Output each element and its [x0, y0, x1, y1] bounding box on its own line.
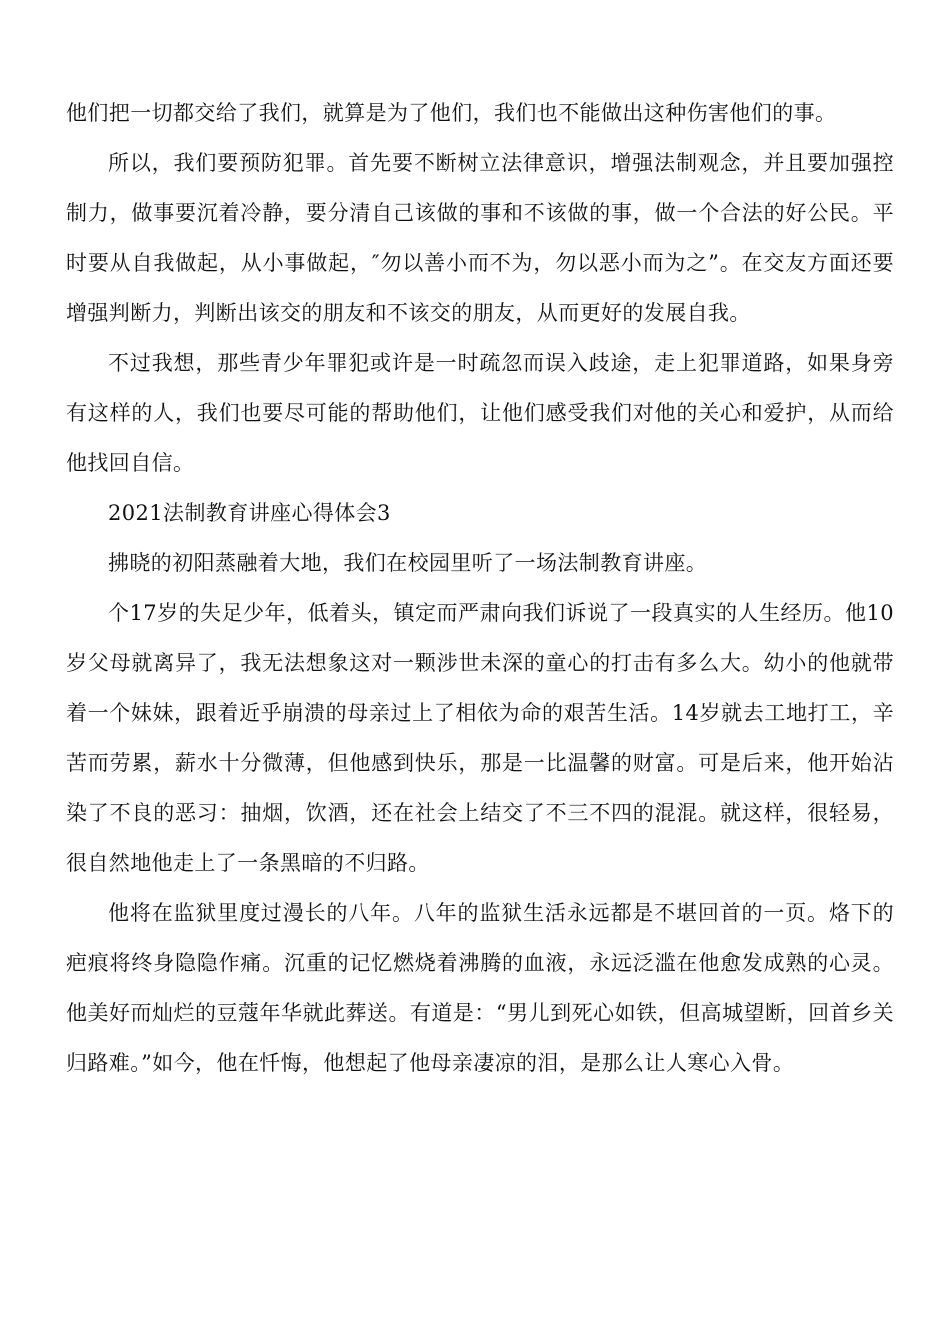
paragraph-1: 他们把一切都交给了我们，就算是为了他们，我们也不能做出这种伤害他们的事。 — [66, 101, 837, 125]
document-body — [66, 88, 894, 1088]
paragraph-2: 所以，我们要预防犯罪。首先要不断树立法律意识，增强法制观念，并且要加强控制力，做事要沉着冷静，要分清自己该做的事和不该做的事，做一个合法的好公民。平时要从自我做起，从小事做起，″勿以善小而不为，勿以恶小而为之”。在交友方面还要增强判断力，判断出该交的朋友和不该交的朋友，从而更好的发展自我。 — [66, 151, 894, 325]
paragraph-6: 他将在监狱里度过漫长的八年。八年的监狱生活永远都是不堪回首的一页。烙下的疤痕将终身隐隐作痛。沉重的记忆燃烧着沸腾的血液，永远泛滥在他愈发成熟的心灵。他美好而灿烂的豆蔻年华就此葬送。有道是：“男儿到死心如铁，但高城望断，回首乡关归路难。”如今，他在忏悔，他想起了他母亲凄凉的泪，是那么让人寒心入骨。 — [66, 901, 894, 1075]
paragraph-4: 拂晓的初阳蒸融着大地，我们在校园里听了一场法制教育讲座。 — [108, 551, 708, 575]
paragraph-3: 不过我想，那些青少年罪犯或许是一时疏忽而误入歧途，走上犯罪道路，如果身旁有这样的人，我们也要尽可能的帮助他们，让他们感受我们对他的关心和爱护，从而给他找回自信。 — [66, 351, 894, 475]
paragraph-5: 个17岁的失足少年，低着头，镇定而严肃向我们诉说了一段真实的人生经历。他10岁父母就离异了，我无法想象这对一颗涉世未深的童心的打击有多么大。幼小的他就带着一个妹妹，跟着近乎崩溃的母亲过上了相依为命的艰苦生活。14岁就去工地打工，辛苦而劳累，薪水十分微薄，但他感到快乐，那是一比温馨的财富。可是后来，他开始沾染了不良的恶习：抽烟，饮酒，还在社会上结交了不三不四的混混。就这样，很轻易，很自然地他走上了一条黑暗的不归路。 — [66, 601, 894, 875]
section-heading: 2021法制教育讲座心得体会3 — [108, 501, 391, 525]
